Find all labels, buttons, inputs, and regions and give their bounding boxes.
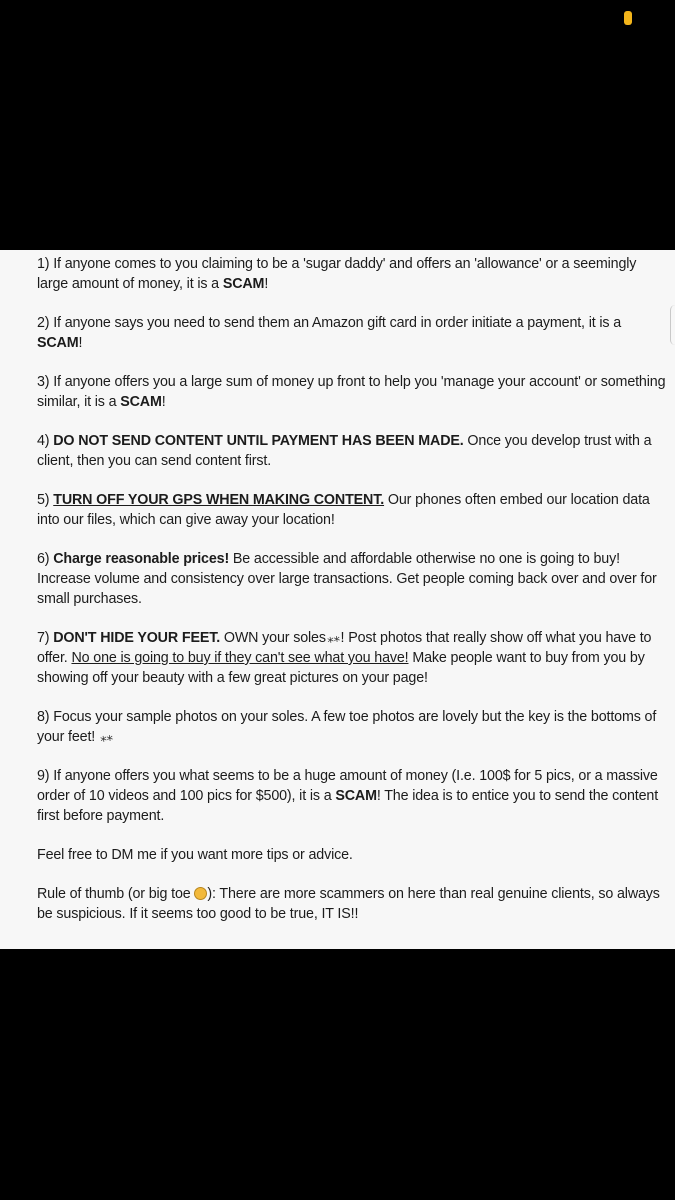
tip-7: 7) DON'T HIDE YOUR FEET. OWN your soles⁎⁎! Post photos that really show off what you have to offer. No one is going to buy if they can't see what you have! Make people want to buy from you by showing off your beauty with a few great pictures on your page!: [37, 629, 652, 686]
tips-document: [0, 250, 675, 949]
tip-2: 2) If anyone says you need to send them an Amazon gift card in order initiate a payment, it is a SCAM!: [37, 315, 622, 351]
rule-of-thumb: Rule of thumb (or big toe ): There are more scammers on here than real genuine clients, so always be suspicious. If it seems too good to be true, IT IS!!: [37, 886, 660, 922]
tip-9: 9) If anyone offers you what seems to be a huge amount of money (I.e. 100$ for 5 pics, or a massive order of 10 videos and 100 pics for $500), it is a SCAM! The idea is to entice you to send the content first before payment.: [37, 768, 659, 824]
footprints-icon: ⁎⁎: [98, 728, 114, 745]
tip-6: 6) Charge reasonable prices! Be accessible and affordable otherwise no one is going to buy! Increase volume and consistency over large transactions. Get people coming back over and over for small purchases.: [37, 551, 657, 607]
tip-4: 4) DO NOT SEND CONTENT UNTIL PAYMENT HAS BEEN MADE. Once you develop trust with a client, then you can send content first.: [37, 433, 652, 469]
tip-3: 3) If anyone offers you a large sum of money up front to help you 'manage your account' or something similar, it is a SCAM!: [37, 374, 666, 410]
scroll-edge: [670, 305, 675, 345]
footprints-icon: ⁎⁎: [325, 629, 341, 646]
tip-8: 8) Focus your sample photos on your soles. A few toe photos are lovely but the key is the bottoms of your feet! ⁎⁎: [37, 707, 667, 747]
face-emoji-icon: [194, 887, 207, 900]
status-indicator: [624, 11, 632, 25]
tip-5: 5) TURN OFF YOUR GPS WHEN MAKING CONTENT. Our phones often embed our location data into our files, which can give away your location!: [37, 492, 650, 528]
tip-1: 1) If anyone comes to you claiming to be a 'sugar daddy' and offers an 'allowance' or a seemingly large amount of money, it is a SCAM!: [37, 256, 637, 292]
dm-note: Feel free to DM me if you want more tips or advice.: [37, 847, 353, 863]
